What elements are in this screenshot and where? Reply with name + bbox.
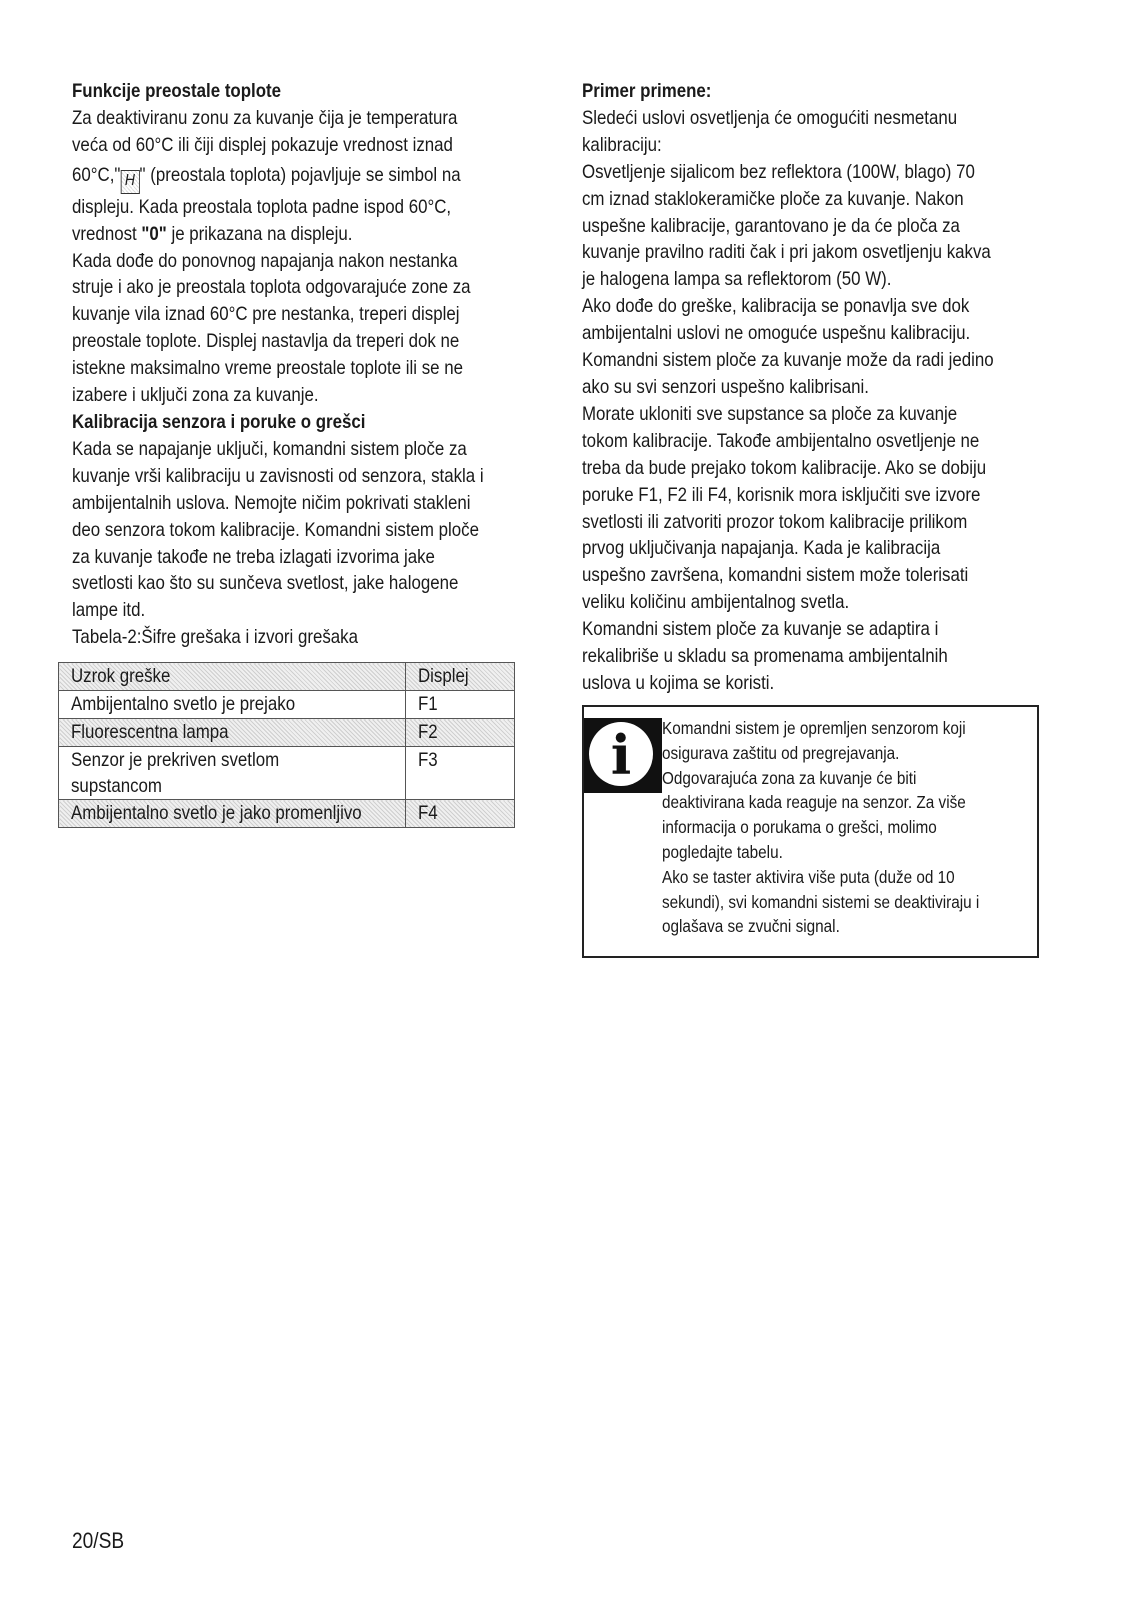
info-icon-circle	[589, 722, 653, 786]
table-caption: Tabela-2:Šifre grešaka i izvori grešaka	[72, 626, 358, 649]
table-row	[59, 719, 515, 747]
paragraph-line: Ako dođe do greške, kalibracija se ponavlja sve dok	[582, 295, 970, 318]
table-cell-code: F4	[406, 800, 515, 828]
table-cell-code: F3	[406, 747, 515, 800]
paragraph-line: displeju. Kada preostala toplota padne ispod 60°C,	[72, 195, 452, 218]
paragraph-line: Za deaktiviranu zonu za kuvanje čija je temperatura	[72, 106, 458, 129]
paragraph-line: rekalibriše u skladu sa promenama ambijentalnih	[582, 645, 948, 668]
info-icon	[584, 718, 662, 793]
info-line: oglašava se zvučni signal.	[662, 916, 840, 937]
error-codes-table	[58, 662, 515, 828]
table-cell-cause: Senzor je prekriven svetlom supstancom	[59, 747, 406, 800]
info-notice-box	[582, 705, 1039, 958]
paragraph-line: ambijentalni uslovi ne omoguće uspešnu kalibraciju.	[582, 322, 971, 345]
paragraph-line: Morate ukloniti sve supstance sa ploče za kuvanje	[582, 402, 958, 425]
paragraph-line	[72, 159, 546, 194]
paragraph-line: uslova u kojima se koristi.	[582, 671, 775, 694]
paragraph-line: svetlosti kao što su sunčeva svetlost, jake halogene	[72, 572, 459, 595]
info-line: Odgovarajuća zona za kuvanje će biti	[662, 767, 917, 788]
table-header-row	[59, 663, 515, 691]
paragraph-line: Komandni sistem ploče za kuvanje može da radi jedino	[582, 349, 994, 372]
info-line: pogledajte tabelu.	[662, 841, 783, 862]
info-icon-letter: i	[610, 723, 632, 787]
paragraph-line: lampe itd.	[72, 599, 146, 622]
paragraph-line: preostale toplote. Displej nastavlja da treperi dok ne	[72, 330, 460, 353]
residual-heat-symbol-icon: H	[120, 170, 139, 194]
table-cell-code: F2	[406, 719, 515, 747]
text-fragment: 60°C,"	[72, 163, 121, 186]
paragraph-line: tokom kalibracije. Takođe ambijentalno osvetljenje ne	[582, 429, 980, 452]
paragraph-line: struje i ako je preostala toplota odgovarajuće zone za	[72, 276, 471, 299]
paragraph-line: svetlosti ili zatvoriti prozor tokom kalibracije prilikom	[582, 510, 968, 533]
text-fragment: " (preostala toplota) pojavljuje se simbol na	[139, 163, 461, 186]
paragraph-line: veliku količinu ambijentalnog svetla.	[582, 591, 850, 614]
paragraph-line: Kada dođe do ponovnog napajanja nakon nestanka	[72, 249, 458, 272]
table-row	[59, 800, 515, 828]
paragraph-line: za kuvanje takođe ne treba izlagati izvorima jake	[72, 545, 435, 568]
paragraph-line: istekne maksimalno vreme preostale toplote ili se ne	[72, 357, 464, 380]
subheading-line: Sledeći uslovi osvetljenja će omogućiti nesmetanu	[582, 106, 958, 129]
paragraph-line: treba da bude prejako tokom kalibracije. Ako se dobiju	[582, 456, 987, 479]
value-zero: "0"	[141, 222, 167, 245]
section-heading-calibration: Kalibracija senzora i poruke o grešci	[72, 410, 366, 433]
paragraph-line: Osvetljenje sijalicom bez reflektora (100W, blago) 70	[582, 160, 975, 183]
paragraph-line: deo senzora tokom kalibracije. Komandni sistem ploče	[72, 518, 479, 541]
info-line: Ako se taster aktivira više puta (duže od 10	[662, 866, 955, 887]
paragraph-line: kuvanje vrši kalibraciju u zavisnosti od senzora, stakla i	[72, 464, 484, 487]
paragraph-line: prvog uključivanja napajanja. Kada je kalibracija	[582, 537, 941, 560]
paragraph-line: ako su svi senzori uspešno kalibrisani.	[582, 375, 869, 398]
paragraph-line: veća od 60°C ili čiji displej pokazuje vrednost iznad	[72, 133, 453, 156]
paragraph-line: uspešno završena, komandni sistem može tolerisati	[582, 564, 969, 587]
paragraph-line	[72, 221, 546, 248]
table-row	[59, 747, 515, 800]
info-notice-text	[662, 716, 1037, 939]
info-line: osigurava zaštitu od pregrejavanja.	[662, 742, 900, 763]
text-fragment: je prikazana na displeju.	[166, 222, 353, 245]
paragraph-line: ambijentalnih uslova. Nemojte ničim pokrivati stakleni	[72, 491, 471, 514]
paragraph-line: je halogena lampa sa reflektorom (50 W).	[582, 268, 892, 291]
table-cell-code: F1	[406, 691, 515, 719]
table-header-cause: Uzrok greške	[59, 663, 406, 691]
subheading-line: kalibraciju:	[582, 133, 662, 156]
info-line: informacija o porukama o grešci, molimo	[662, 817, 937, 838]
paragraph-line: kuvanje vila iznad 60°C pre nestanka, treperi displej	[72, 303, 460, 326]
info-line: sekundi), svi komandni sistemi se deaktiviraju i	[662, 891, 980, 912]
paragraph-line: poruke F1, F2 ili F4, korisnik mora isključiti sve izvore	[582, 483, 981, 506]
table-cell-cause: Fluorescentna lampa	[59, 719, 406, 747]
right-column	[582, 78, 1052, 697]
table-cell-cause: Ambijentalno svetlo je jako promenljivo	[59, 800, 406, 828]
paragraph-line: izabere i uključi zona za kuvanje.	[72, 384, 319, 407]
page-number: 20/SB	[72, 1528, 125, 1553]
info-line: Komandni sistem je opremljen senzorom koji	[662, 718, 966, 738]
paragraph-line: kuvanje pravilno raditi čak i pri jakom osvetljenju kakva	[582, 241, 991, 264]
paragraph-line: Komandni sistem ploče za kuvanje se adaptira i	[582, 618, 939, 641]
section-heading-example: Primer primene:	[582, 80, 712, 102]
left-column	[72, 78, 546, 651]
paragraph-line: Kada se napajanje uključi, komandni sistem ploče za	[72, 437, 467, 460]
paragraph-line: uspešne kalibracije, garantovano je da će ploča za	[582, 214, 960, 237]
info-line: deaktivirana kada reaguje na senzor. Za više	[662, 792, 966, 813]
table-row	[59, 691, 515, 719]
table-cell-cause: Ambijentalno svetlo je prejako	[59, 691, 406, 719]
table-header-display: Displej	[406, 663, 515, 691]
text-fragment: vrednost	[72, 222, 142, 245]
section-heading-residual-heat: Funkcije preostale toplote	[72, 80, 282, 102]
paragraph-line: cm iznad staklokeramičke ploče za kuvanje. Nakon	[582, 187, 964, 210]
